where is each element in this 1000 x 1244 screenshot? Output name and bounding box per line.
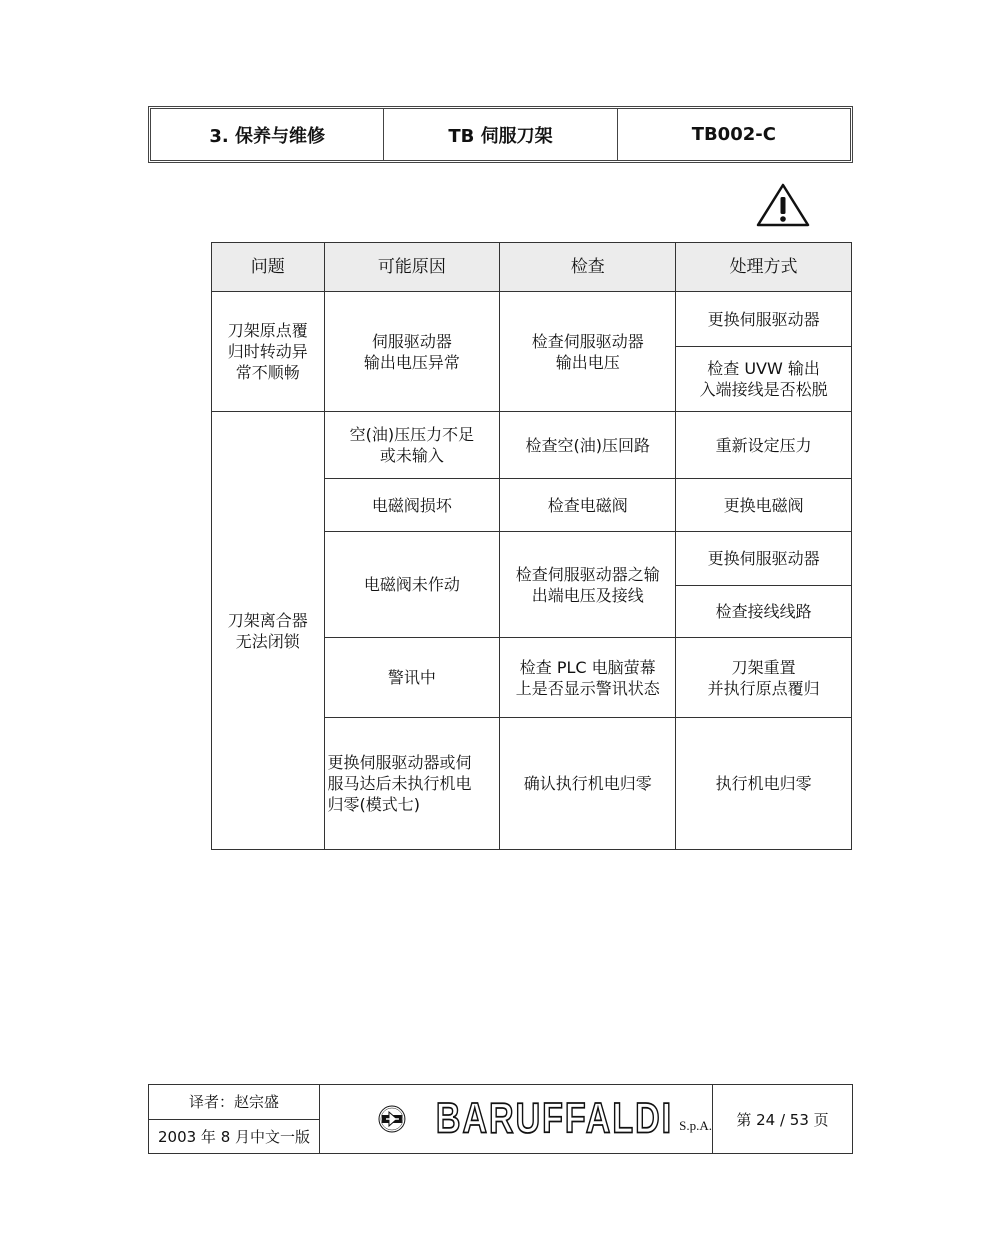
check-cell: 检查 PLC 电脑萤幕 上是否显示警讯状态 [500, 638, 676, 718]
header-action: 处理方式 [676, 243, 852, 292]
document-header [148, 106, 853, 163]
brand-suffix: S.p.A. [679, 1118, 712, 1133]
warning-triangle-icon [755, 182, 811, 228]
action-cell: 刀架重置 并执行原点覆归 [676, 638, 852, 718]
page-number: 第 24 / 53 页 [736, 1110, 829, 1129]
brand-name: BARUFFALDI [435, 1094, 674, 1143]
check-cell: 检查伺服驱动器之输 出端电压及接线 [500, 532, 676, 638]
check-cell: 检查伺服驱动器 输出电压 [500, 292, 676, 412]
header-check: 检查 [500, 243, 676, 292]
document-code: TB002-C [691, 124, 776, 145]
cause-cell: 警讯中 [324, 638, 500, 718]
action-cell: 重新设定压力 [676, 412, 852, 479]
check-cell: 检查空(油)压回路 [500, 412, 676, 479]
troubleshooting-table [211, 242, 852, 850]
action-cell: 更换伺服驱动器 [676, 532, 852, 586]
table-header-row [212, 243, 852, 292]
edition: 2003 年 8 月中文一版 [157, 1127, 311, 1146]
baruffaldi-logo-icon [378, 1091, 406, 1147]
translator: 译者：赵宗盛 [149, 1085, 319, 1120]
footer-info [149, 1085, 320, 1153]
table-row [212, 292, 852, 347]
check-cell: 检查电磁阀 [500, 479, 676, 532]
table-row [212, 412, 852, 479]
action-cell: 更换伺服驱动器 [676, 292, 852, 347]
header-cause: 可能原因 [324, 243, 500, 292]
action-cell: 更换电磁阀 [676, 479, 852, 532]
cause-cell: 空(油)压压力不足 或未输入 [324, 412, 500, 479]
problem-cell: 刀架原点覆 归时转动异 常不顺畅 [212, 292, 325, 412]
header-problem: 问题 [212, 243, 325, 292]
action-cell: 执行机电归零 [676, 718, 852, 850]
cause-cell: 更换伺服驱动器或伺 服马达后未执行机电 归零(模式七) [324, 718, 500, 850]
footer-brand [320, 1085, 713, 1153]
section-title: 3. 保养与维修 [151, 109, 384, 160]
document-footer [148, 1084, 853, 1154]
check-cell: 确认执行机电归零 [500, 718, 676, 850]
action-cell: 检查接线线路 [676, 586, 852, 638]
cause-cell: 电磁阀损坏 [324, 479, 500, 532]
problem-cell: 刀架离合器 无法闭锁 [212, 412, 325, 850]
cause-cell: 伺服驱动器 输出电压异常 [324, 292, 500, 412]
cause-cell: 电磁阀未作动 [324, 532, 500, 638]
action-cell: 检查 UVW 输出 入端接线是否松脱 [676, 347, 852, 412]
document-title: TB 伺服刀架 [384, 109, 617, 160]
